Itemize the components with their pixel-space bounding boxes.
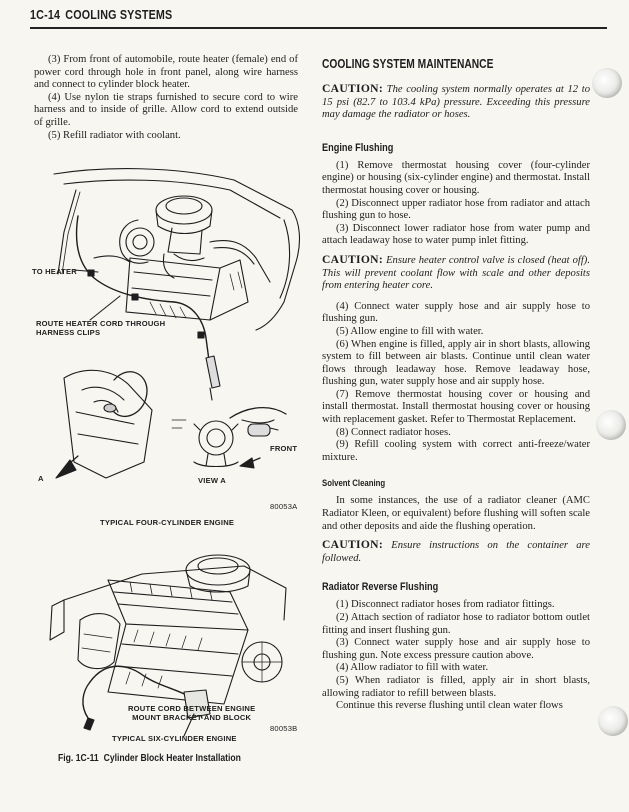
caution-pressure [322,83,590,122]
label-four-cylinder: TYPICAL FOUR-CYLINDER ENGINE [100,518,235,527]
flush-step-1: (1) Remove thermostat housing cover (four-cylinder engine) or housing (six-cylinder engine) and thermostat. Install thermostat housing cover or housing. [322,159,590,196]
code-6cyl: 80053B [270,724,298,733]
engine-flushing-steps-continued [322,301,590,465]
page-header [30,8,518,22]
flush-step-8: (8) Connect radiator hoses. [336,426,451,438]
flush-step-9: (9) Refill cooling system with correct anti-freeze/water mixture. [322,439,590,463]
figure-title: Cylinder Block Heater Installation [103,752,241,764]
binder-hole-middle [596,410,626,440]
flush-step-2: (2) Disconnect upper radiator hose from radiator and attach flushing gun to hose. [322,197,590,222]
flush-step-5: (5) Allow engine to fill with water. [336,325,484,337]
label-front: FRONT [270,444,298,453]
heading-engine-flushing: Engine Flushing [322,141,394,154]
caution-label: CAUTION: [322,82,384,95]
engine-illustration [34,162,306,777]
reverse-step-3: (3) Connect water supply hose and air supply hose to flushing gun. Note excess pressure caution above. [322,637,590,661]
reverse-step-6: Continue this reverse flushing until clean water flows [336,700,563,712]
figure-number: Fig. 1C-11 [58,752,99,764]
label-route-cord-between: ROUTE CORD BETWEEN ENGINE MOUNT BRACKET AND BLOCK [128,704,256,722]
caution-container-text: Ensure instructions on the container are followed. [322,540,590,564]
step-3-route-cord: (3) From front of automobile, route heater (female) end of power cord through hole in front panel, along wire harness and connect to cylinder block heater. [34,54,298,91]
binder-hole-bottom [598,706,628,736]
solvent-paragraph: In some instances, the use of a radiator cleaner (AMC Radiator Kleen, or equivalent) before flushing will soften scale and other deposits and aide the flushing operation. [322,495,590,532]
reverse-step-1: (1) Disconnect radiator hoses from radiator fittings. [336,599,555,611]
caution-label: CAUTION: [322,252,384,266]
right-column-text [322,57,590,713]
heading-solvent-cleaning: Solvent Cleaning [322,478,386,490]
label-route-heater-cord: ROUTE HEATER CORD THROUGH HARNESS CLIPS [36,319,166,337]
reverse-step-5: (5) When radiator is filled, apply air in short blasts, allowing radiator to refill between blasts. [322,674,590,699]
label-to-heater: TO HEATER [32,267,77,276]
code-4cyl: 80053A [270,502,298,511]
reverse-step-4: (4) Allow radiator to fill with water. [336,662,489,674]
engine-flushing-steps [322,160,590,248]
left-column-text [34,54,298,142]
label-view-a: VIEW A [198,476,226,485]
caution-label: CAUTION: [322,538,384,552]
flush-step-6: (6) When engine is filled, apply air in short blasts, allowing system to fill between air blasts. Continue until clean water flows through leadaway hose. Remove leadaway hose, flushing gun, water supply hose and air supply hose. [322,338,590,388]
reverse-flushing-steps [322,599,590,712]
heading-radiator-reverse-flushing: Radiator Reverse Flushing [322,581,439,594]
section-title: COOLING SYSTEMS [65,8,173,22]
caution-container [322,539,590,565]
reverse-step-2: (2) Attach section of radiator hose to radiator bottom outlet fitting and insert flushing gun. [322,612,590,636]
flush-step-3: (3) Disconnect lower radiator hose from water pump and attach leadaway hose to water pump inlet fitting. [322,222,590,247]
solvent-cleaning-body [322,495,590,533]
label-a: A [38,474,44,483]
label-six-cylinder: TYPICAL SIX-CYLINDER ENGINE [112,734,237,743]
flush-step-4: (4) Connect water supply hose and air supply hose to flushing gun. [322,300,590,325]
heading-cooling-maintenance: COOLING SYSTEM MAINTENANCE [322,57,494,71]
figure-caption [58,752,241,764]
step-4-tie-straps: (4) Use nylon tie straps furnished to secure cord to wire harness and to inside of grille. Allow cord to extend outside of grille. [34,91,298,128]
figure-cylinder-block-heater [34,162,306,777]
flush-step-7: (7) Remove thermostat housing cover or housing and install thermostat. Install thermostat housing cover or housing with replacement gasket. Refer to Thermostat Replacement. [322,388,590,426]
four-cylinder-block-detail [56,370,286,478]
caution-heater-valve-text: Ensure heater control valve is closed (heat off). This will prevent coolant flow with scale and other deposits from entering heater core. [322,254,590,292]
step-5-refill: (5) Refill radiator with coolant. [48,129,181,141]
four-cylinder-engine-drawing [54,169,299,400]
page-number: 1C-14 [30,8,61,22]
caution-heater-valve [322,254,590,293]
binder-hole-top [592,68,622,98]
caution-pressure-text: The cooling system normally operates at 12 to 15 psi (82.7 to 103.4 kPa) pressure. Exceeding this pressure may damage the radiator or hoses. [322,84,590,121]
header-rule [30,27,607,29]
